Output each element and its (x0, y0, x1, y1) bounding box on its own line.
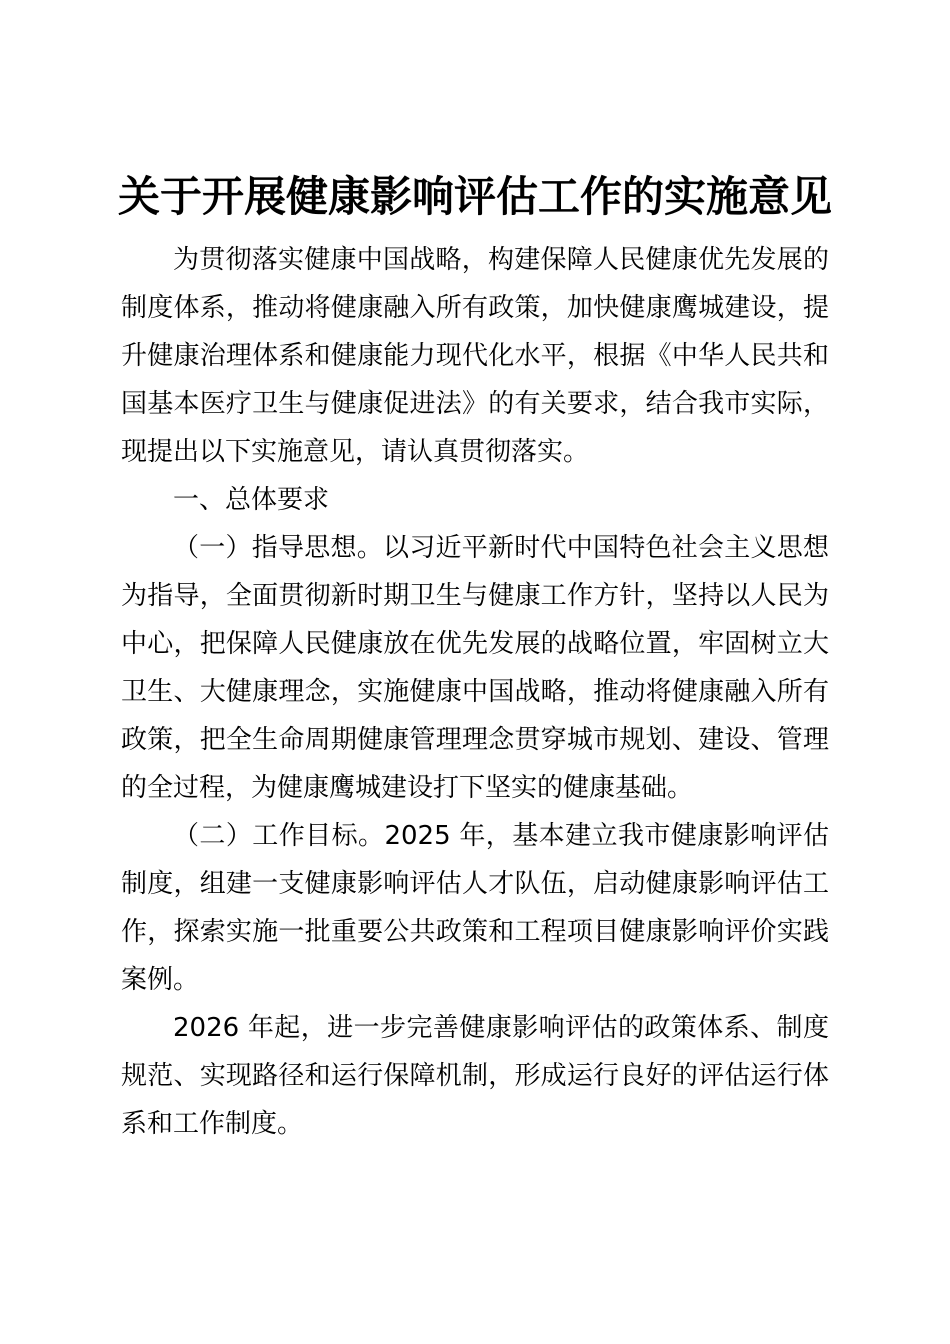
paragraph-work-goals-2025: （二）工作目标。2025 年，基本建立我市健康影响评估制度，组建一支健康影响评估人才队伍，启动健康影响评估工作，探索实施一批重要公共政策和工程项目健康影响评价实践案例。 (121, 821, 829, 995)
paragraph-work-goals-2026: 2026 年起，进一步完善健康影响评估的政策体系、制度规范、实现路径和运行保障机制，形成运行良好的评估运行体系和工作制度。 (121, 1013, 829, 1139)
document-body (0, 236, 950, 1148)
document-title: 关于开展健康影响评估工作的实施意见 (117, 172, 832, 221)
paragraph-intro: 为贯彻落实健康中国战略，构建保障人民健康优先发展的制度体系，推动将健康融入所有政策，加快健康鹰城建设，提升健康治理体系和健康能力现代化水平，根据《中华人民共和国基本医疗卫生与健康促进法》的有关要求，结合我市实际，现提出以下实施意见，请认真贯彻落实。 (121, 245, 829, 467)
section-heading-overall-requirements: 一、总体要求 (173, 485, 330, 515)
paragraph-guiding-ideology: （一）指导思想。以习近平新时代中国特色社会主义思想为指导，全面贯彻新时期卫生与健康工作方针，坚持以人民为中心，把保障人民健康放在优先发展的战略位置，牢固树立大卫生、大健康理念，实施健康中国战略，推动将健康融入所有政策，把全生命周期健康管理理念贯穿城市规划、建设、管理的全过程，为健康鹰城建设打下坚实的健康基础。 (121, 533, 829, 803)
